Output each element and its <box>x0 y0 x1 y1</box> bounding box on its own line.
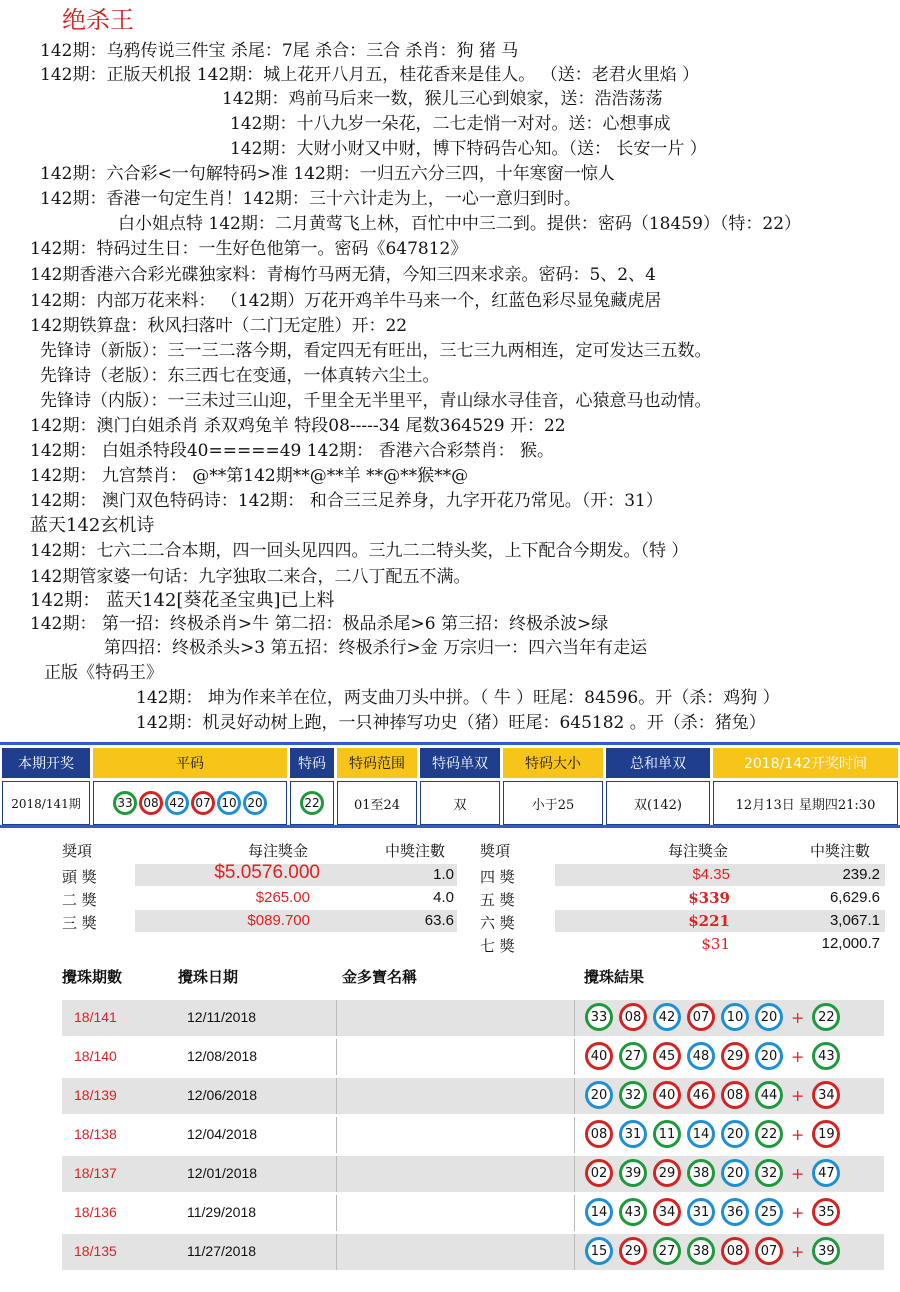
prize-header-count-right: 中獎注數 <box>810 842 871 860</box>
ball: 02 <box>585 1159 613 1187</box>
ball: 34 <box>653 1198 681 1226</box>
history-balls <box>582 1237 843 1265</box>
column-divider <box>336 1156 337 1192</box>
text-line: 白小姐点特 142期：二月黄莺飞上林，百忙中中三二到。提供：密码（18459）（特：22） <box>118 214 802 234</box>
history-balls <box>582 1081 843 1109</box>
ball: 07 <box>687 1003 715 1031</box>
text-line: 142期：内部万花来料： （142期）万花开鸡羊牛马来一个，红蓝色彩尽显兔藏虎居 <box>30 291 662 311</box>
special-size: 小于25 <box>503 781 603 825</box>
history-date: 12/01/2018 <box>187 1165 258 1181</box>
text-line: 142期：乌鸦传说三件宝 杀尾：7尾 杀合：三合 杀肖：狗 猪 马 <box>40 41 519 61</box>
text-line: 142期：大财小财又中财，博下特码告心知。（送： 长安一片 ） <box>230 139 707 159</box>
history-header-date: 攪珠日期 <box>178 968 239 986</box>
prize-name: 四 獎 <box>480 868 515 886</box>
prize-name: 六 獎 <box>480 914 515 932</box>
text-line: 142期：澳门白姐杀肖 杀双鸡兔羊 特段08-----34 尾数364529 开：22 <box>30 416 566 436</box>
ball: 20 <box>243 791 267 815</box>
ball: 29 <box>721 1042 749 1070</box>
prize-count: 63.6 <box>424 912 454 929</box>
history-row <box>62 1117 884 1153</box>
text-line: 142期：七六二二合本期，四一回头见四四。三九二二特头奖，上下配合今期发。（特 ） <box>30 541 689 561</box>
draw-period: 2018/141期 <box>2 781 90 825</box>
next-draw-time: 12月13日 星期四21:30 <box>713 781 898 825</box>
ball: 45 <box>653 1042 681 1070</box>
history-balls <box>582 1120 843 1148</box>
ball: 20 <box>585 1081 613 1109</box>
ball: 14 <box>585 1198 613 1226</box>
history-date: 11/27/2018 <box>187 1243 257 1259</box>
ball: 25 <box>755 1198 783 1226</box>
ball: 39 <box>619 1159 647 1187</box>
prize-count: 3,067.1 <box>829 912 880 929</box>
prize-amount: $31 <box>701 935 730 953</box>
ball: 10 <box>217 791 241 815</box>
column-divider <box>336 1039 337 1075</box>
ball: 20 <box>721 1120 749 1148</box>
ball: 40 <box>653 1081 681 1109</box>
history-date: 11/29/2018 <box>187 1204 257 1220</box>
ball: 27 <box>619 1042 647 1070</box>
history-header-jackpot-name: 金多寶名稱 <box>342 968 418 986</box>
text-line: 正版《特码王》 <box>44 663 163 683</box>
text-line: 先锋诗（内版）：一三未过三山迎，千里全无半里平，青山绿水寻佳音，心猿意马也动情。 <box>40 391 712 411</box>
page-title: 绝杀王 <box>62 6 134 34</box>
ball: 40 <box>585 1042 613 1070</box>
text-line: 142期： 澳门双色特码诗：142期： 和合三三足养身，九字开花乃常见。（开：31） <box>30 491 663 511</box>
text-line: 142期： 第一招：终极杀肖>牛 第二招：极品杀尾>6 第三招：终极杀波>绿 <box>30 614 609 634</box>
text-line: 142期：机灵好动树上跑，一只神捧写功史（猪）旺尾：645182 。开（杀：猪兔） <box>136 713 766 733</box>
ball: 10 <box>721 1003 749 1031</box>
header-special-odd-even: 特码单双 <box>420 748 500 778</box>
history-date: 12/06/2018 <box>187 1087 258 1103</box>
draw-results-strip <box>0 742 900 828</box>
ball: 38 <box>687 1237 715 1265</box>
plus-sign: + <box>791 1007 805 1027</box>
prize-name: 二 獎 <box>62 891 97 909</box>
ball: 33 <box>585 1003 613 1031</box>
history-date: 12/08/2018 <box>187 1048 258 1064</box>
special-ball: 39 <box>812 1237 840 1265</box>
special-ball-cell <box>290 781 334 825</box>
special-range: 01至24 <box>337 781 417 825</box>
history-row <box>62 1156 884 1192</box>
prize-header-name-right: 獎項 <box>480 842 511 860</box>
ball: 15 <box>585 1237 613 1265</box>
plus-sign: + <box>791 1124 805 1144</box>
ball: 43 <box>619 1198 647 1226</box>
ball: 38 <box>687 1159 715 1187</box>
text-line: 142期： 九宫禁肖： @**第142期**@**羊 **@**猴**@ <box>30 466 469 486</box>
history-period: 18/138 <box>74 1126 117 1142</box>
special-ball: 47 <box>812 1159 840 1187</box>
history-row <box>62 1234 884 1270</box>
ball: 44 <box>755 1081 783 1109</box>
ball: 07 <box>191 791 215 815</box>
text-line: 先锋诗（老版）：东三西七在变通，一体真转六尘土。 <box>40 366 440 386</box>
prize-name: 五 獎 <box>480 891 515 909</box>
normal-balls <box>93 781 287 825</box>
column-divider <box>336 1000 337 1036</box>
plus-sign: + <box>791 1085 805 1105</box>
history-balls <box>582 1159 843 1187</box>
text-line: 142期：十八九岁一朵花，二七走悄一对对。送：心想事成 <box>230 114 671 134</box>
ball: 48 <box>687 1042 715 1070</box>
special-ball: 43 <box>812 1042 840 1070</box>
history-period: 18/140 <box>74 1048 117 1064</box>
plus-sign: + <box>791 1046 805 1066</box>
ball: 20 <box>755 1003 783 1031</box>
ball: 20 <box>755 1042 783 1070</box>
history-date: 12/11/2018 <box>187 1009 257 1025</box>
history-balls <box>582 1198 843 1226</box>
prize-amount: $221 <box>688 912 730 930</box>
prize-header-count: 中獎注數 <box>385 842 446 860</box>
history-header-results: 攪珠結果 <box>584 968 645 986</box>
header-sum-odd-even: 总和单双 <box>606 748 710 778</box>
ball: 42 <box>653 1003 681 1031</box>
text-line: 142期：特码过生日：一生好色他第一。密码《647812》 <box>30 239 468 259</box>
prize-header-amount-right: 每注獎金 <box>668 842 729 860</box>
history-period: 18/135 <box>74 1243 117 1259</box>
ball: 32 <box>755 1159 783 1187</box>
ball: 14 <box>687 1120 715 1148</box>
ball: 08 <box>721 1081 749 1109</box>
prize-count: 6,629.6 <box>829 889 880 906</box>
history-balls <box>582 1042 843 1070</box>
text-line: 142期：正版天机报 142期：城上花开八月五，桂花香来是佳人。 （送：老君火里焰 ） <box>40 65 700 85</box>
ball: 08 <box>139 791 163 815</box>
history-period: 18/137 <box>74 1165 117 1181</box>
special-ball: 22 <box>300 791 324 815</box>
text-line: 142期： 白姐杀特段40=====49 142期： 香港六合彩禁肖： 猴。 <box>30 441 554 461</box>
ball: 29 <box>653 1159 681 1187</box>
plus-sign: + <box>791 1163 805 1183</box>
text-line: 142期管家婆一句话：九字独取二来合，二八丁配五不满。 <box>30 567 471 587</box>
ball: 33 <box>113 791 137 815</box>
text-line: 142期： 蓝天142[葵花圣宝典]已上料 <box>30 590 335 611</box>
history-row <box>62 1078 884 1114</box>
special-ball: 35 <box>812 1198 840 1226</box>
header-current-draw: 本期开奖 <box>2 748 90 778</box>
history-row <box>62 1039 884 1075</box>
ball: 42 <box>165 791 189 815</box>
ball: 07 <box>755 1237 783 1265</box>
history-balls <box>582 1003 843 1031</box>
text-line: 蓝天142玄机诗 <box>30 515 155 536</box>
prize-count: 4.0 <box>433 889 454 906</box>
ball: 08 <box>721 1237 749 1265</box>
ball: 22 <box>755 1120 783 1148</box>
history-row <box>62 1000 884 1036</box>
history-period: 18/139 <box>74 1087 117 1103</box>
special-ball: 34 <box>812 1081 840 1109</box>
ball: 11 <box>653 1120 681 1148</box>
special-ball: 19 <box>812 1120 840 1148</box>
ball: 20 <box>721 1159 749 1187</box>
prize-amount: $265.00 <box>255 889 310 906</box>
prize-amount: $089.700 <box>247 912 310 929</box>
prize-header-name: 奨項 <box>62 842 93 860</box>
history-date: 12/04/2018 <box>187 1126 258 1142</box>
ball: 29 <box>619 1237 647 1265</box>
header-special-number: 特码 <box>290 748 334 778</box>
history-header-period: 攪珠期數 <box>62 968 123 986</box>
text-line: 142期：六合彩<一句解特码>准 142期：一归五六分三四，十年寒窗一惊人 <box>40 164 615 184</box>
prize-name: 七 獎 <box>480 937 515 955</box>
special-ball: 22 <box>812 1003 840 1031</box>
text-line: 142期： 坤为作来羊在位，两支曲刀头中拼。（ 牛 ）旺尾：84596。开（杀：鸡狗 ） <box>136 688 780 708</box>
prize-count: 12,000.7 <box>821 935 880 952</box>
column-divider <box>336 1117 337 1153</box>
ball: 46 <box>687 1081 715 1109</box>
ball: 08 <box>619 1003 647 1031</box>
ball: 08 <box>585 1120 613 1148</box>
prize-amount: $4.35 <box>692 866 730 883</box>
header-special-size: 特码大小 <box>503 748 603 778</box>
plus-sign: + <box>791 1241 805 1261</box>
header-normal-numbers: 平码 <box>93 748 287 778</box>
history-period: 18/136 <box>74 1204 117 1220</box>
header-special-range: 特码范围 <box>337 748 417 778</box>
text-line: 142期：鸡前马后来一数，猴儿三心到娘家，送：浩浩荡荡 <box>222 89 663 109</box>
prize-amount: $5.0576.000 <box>214 862 320 883</box>
text-line: 142期香港六合彩光碟独家料：青梅竹马两无猜，今知三四来求亲。密码：5、2、4 <box>30 265 656 285</box>
sum-odd-even: 双(142) <box>606 781 710 825</box>
special-odd-even: 双 <box>420 781 500 825</box>
text-line: 142期铁算盘：秋风扫落叶（二门无定胜）开：22 <box>30 316 408 336</box>
column-divider <box>336 1078 337 1114</box>
text-line: 第四招：终极杀头>3 第五招：终极杀行>金 万宗归一：四六当年有走运 <box>104 638 648 658</box>
ball: 32 <box>619 1081 647 1109</box>
ball: 31 <box>619 1120 647 1148</box>
history-row <box>62 1195 884 1231</box>
column-divider <box>336 1195 337 1231</box>
history-period: 18/141 <box>74 1009 117 1025</box>
text-line: 先锋诗（新版）：三一三二落今期，看定四无有旺出，三七三九两相连，定可发达三五数。 <box>40 341 712 361</box>
prize-amount: $339 <box>688 889 730 907</box>
header-next-draw-time: 2018/142开奖时间 <box>713 748 898 778</box>
ball: 31 <box>687 1198 715 1226</box>
prize-name: 三 獎 <box>62 914 97 932</box>
prize-name: 頭 獎 <box>62 868 97 886</box>
plus-sign: + <box>791 1202 805 1222</box>
ball: 27 <box>653 1237 681 1265</box>
prize-count: 239.2 <box>842 866 880 883</box>
prize-count: 1.0 <box>433 866 454 883</box>
text-line: 142期：香港一句定生肖！142期：三十六计走为上，一心一意归到时。 <box>40 189 581 209</box>
prize-header-amount: 每注獎金 <box>248 842 309 860</box>
column-divider <box>336 1234 337 1270</box>
ball: 36 <box>721 1198 749 1226</box>
